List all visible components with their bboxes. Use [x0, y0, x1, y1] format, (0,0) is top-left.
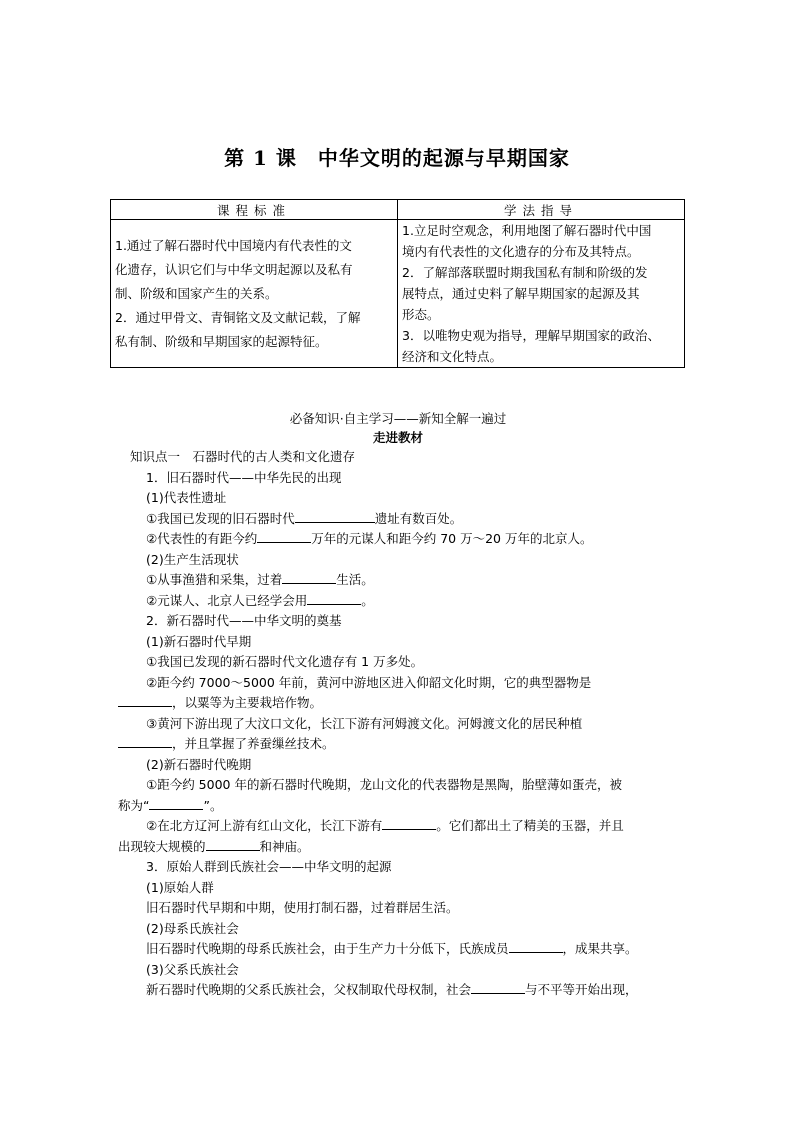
item-heading: (1)新石器时代早期 [146, 633, 252, 649]
guide-line: 1.立足时空观念，利用地图了解石器时代中国 [402, 223, 652, 238]
guide-line: 形态。 [402, 307, 440, 322]
item-heading: (2)母系氏族社会 [146, 920, 239, 936]
text-line: ③黄河下游出现了大汶口文化，长江下游有河姆渡文化。河姆渡文化的居民种植 [146, 715, 583, 731]
standard-line: 私有制、阶级和早期国家的起源特征。 [115, 333, 328, 349]
page-title: 第 1 课 中华文明的起源与早期国家 [224, 146, 570, 170]
answer-blank[interactable] [295, 509, 375, 523]
text-line: ①我国已发现的新石器时代文化遗存有 1 万多处。 [146, 654, 424, 669]
answer-blank[interactable] [118, 693, 172, 707]
guide-line: 2．了解部落联盟时期我国私有制和阶级的发 [402, 265, 648, 280]
text-line: ②距今约 7000～5000 年前，黄河中游地区进入仰韶文化时期，它的典型器物是 [146, 674, 592, 690]
item-heading: (1)代表性遗址 [146, 490, 227, 505]
fill-in-line: 出现较大规模的 和神庙。 [118, 838, 310, 854]
standard-line: 1.通过了解石器时代中国境内有代表性的文 [115, 237, 352, 253]
answer-blank[interactable] [282, 570, 336, 584]
fill-in-line: ①从事渔猎和采集，过着 生活。 [146, 572, 374, 587]
answer-blank[interactable] [471, 980, 525, 994]
answer-blank[interactable] [206, 837, 260, 851]
item-heading: (2)生产生活现状 [146, 551, 239, 567]
guide-line: 展特点，通过史料了解早期国家的起源及其 [402, 286, 640, 301]
answer-blank[interactable] [307, 591, 361, 605]
col-header-guide: 学法指导 [398, 200, 685, 220]
subsection-heading: 1．旧石器时代——中华先民的出现 [146, 469, 342, 485]
answer-blank[interactable] [257, 529, 311, 543]
answer-blank[interactable] [149, 796, 203, 810]
answer-blank[interactable] [382, 816, 436, 830]
fill-in-line: ，并且掌握了养蚕缫丝技术。 [118, 734, 678, 755]
section-subheading: 走进教材 [372, 430, 423, 445]
standard-cell [111, 220, 398, 368]
item-heading: (1)原始人群 [146, 879, 214, 895]
subsection-heading: 2．新石器时代——中华文明的奠基 [146, 613, 342, 628]
fill-in-line: 旧石器时代晚期的母系氏族社会，由于生产力十分低下，氏族成员 ，成果共享。 [146, 941, 638, 956]
answer-blank[interactable] [118, 734, 172, 748]
standard-line: 制、阶级和国家产生的关系。 [115, 285, 278, 301]
fill-in-line: ②在北方辽河上游有红山文化，长江下游有 。它们都出土了精美的玉器，并且 [146, 818, 624, 833]
curriculum-table [110, 199, 685, 368]
fill-in-line: ①我国已发现的旧石器时代 遗址有数百处。 [146, 510, 463, 526]
text-line: 旧石器时代早期和中期，使用打制石器，过着群居生活。 [146, 900, 459, 915]
fill-in-line: 称为“ ”。 [118, 797, 223, 813]
knowledge-point-title: 知识点一 石器时代的古人类和文化遗存 [130, 449, 356, 464]
standard-line: 2．通过甲骨文、青铜铭文及文献记载，了解 [115, 309, 361, 325]
subsection-heading: 3．原始人群到氏族社会——中华文明的起源 [146, 859, 392, 874]
study-content [118, 409, 678, 1001]
guide-line: 经济和文化特点。 [402, 349, 503, 364]
item-heading: (3)父系氏族社会 [146, 961, 239, 977]
fill-in-line: ②代表性的有距今约 万年的元谋人和距今约 70 万～20 万年的北京人。 [146, 531, 593, 546]
section-heading: 必备知识·自主学习——新知全解一遍过 [289, 411, 507, 426]
fill-in-line: ②元谋人、北京人已经学会用 。 [146, 592, 374, 608]
guide-cell [398, 220, 685, 368]
guide-line: 境内有代表性的文化遗存的分布及其特点。 [402, 244, 640, 259]
fill-in-line: ，以粟等为主要栽培作物。 [118, 693, 678, 714]
col-header-standard: 课程标准 [111, 200, 398, 220]
item-heading: (2)新石器时代晚期 [146, 756, 252, 772]
standard-line: 化遗存，认识它们与中华文明起源以及私有 [115, 261, 353, 277]
answer-blank[interactable] [509, 939, 563, 953]
text-line: ①距今约 5000 年的新石器时代晚期，龙山文化的代表器物是黑陶，胎壁薄如蛋壳，被 [146, 777, 622, 792]
fill-in-line: 新石器时代晚期的父系氏族社会，父权制取代母权制，社会 与不平等开始出现， [146, 982, 638, 997]
guide-line: 3．以唯物史观为指导，理解早期国家的政治、 [402, 328, 660, 343]
